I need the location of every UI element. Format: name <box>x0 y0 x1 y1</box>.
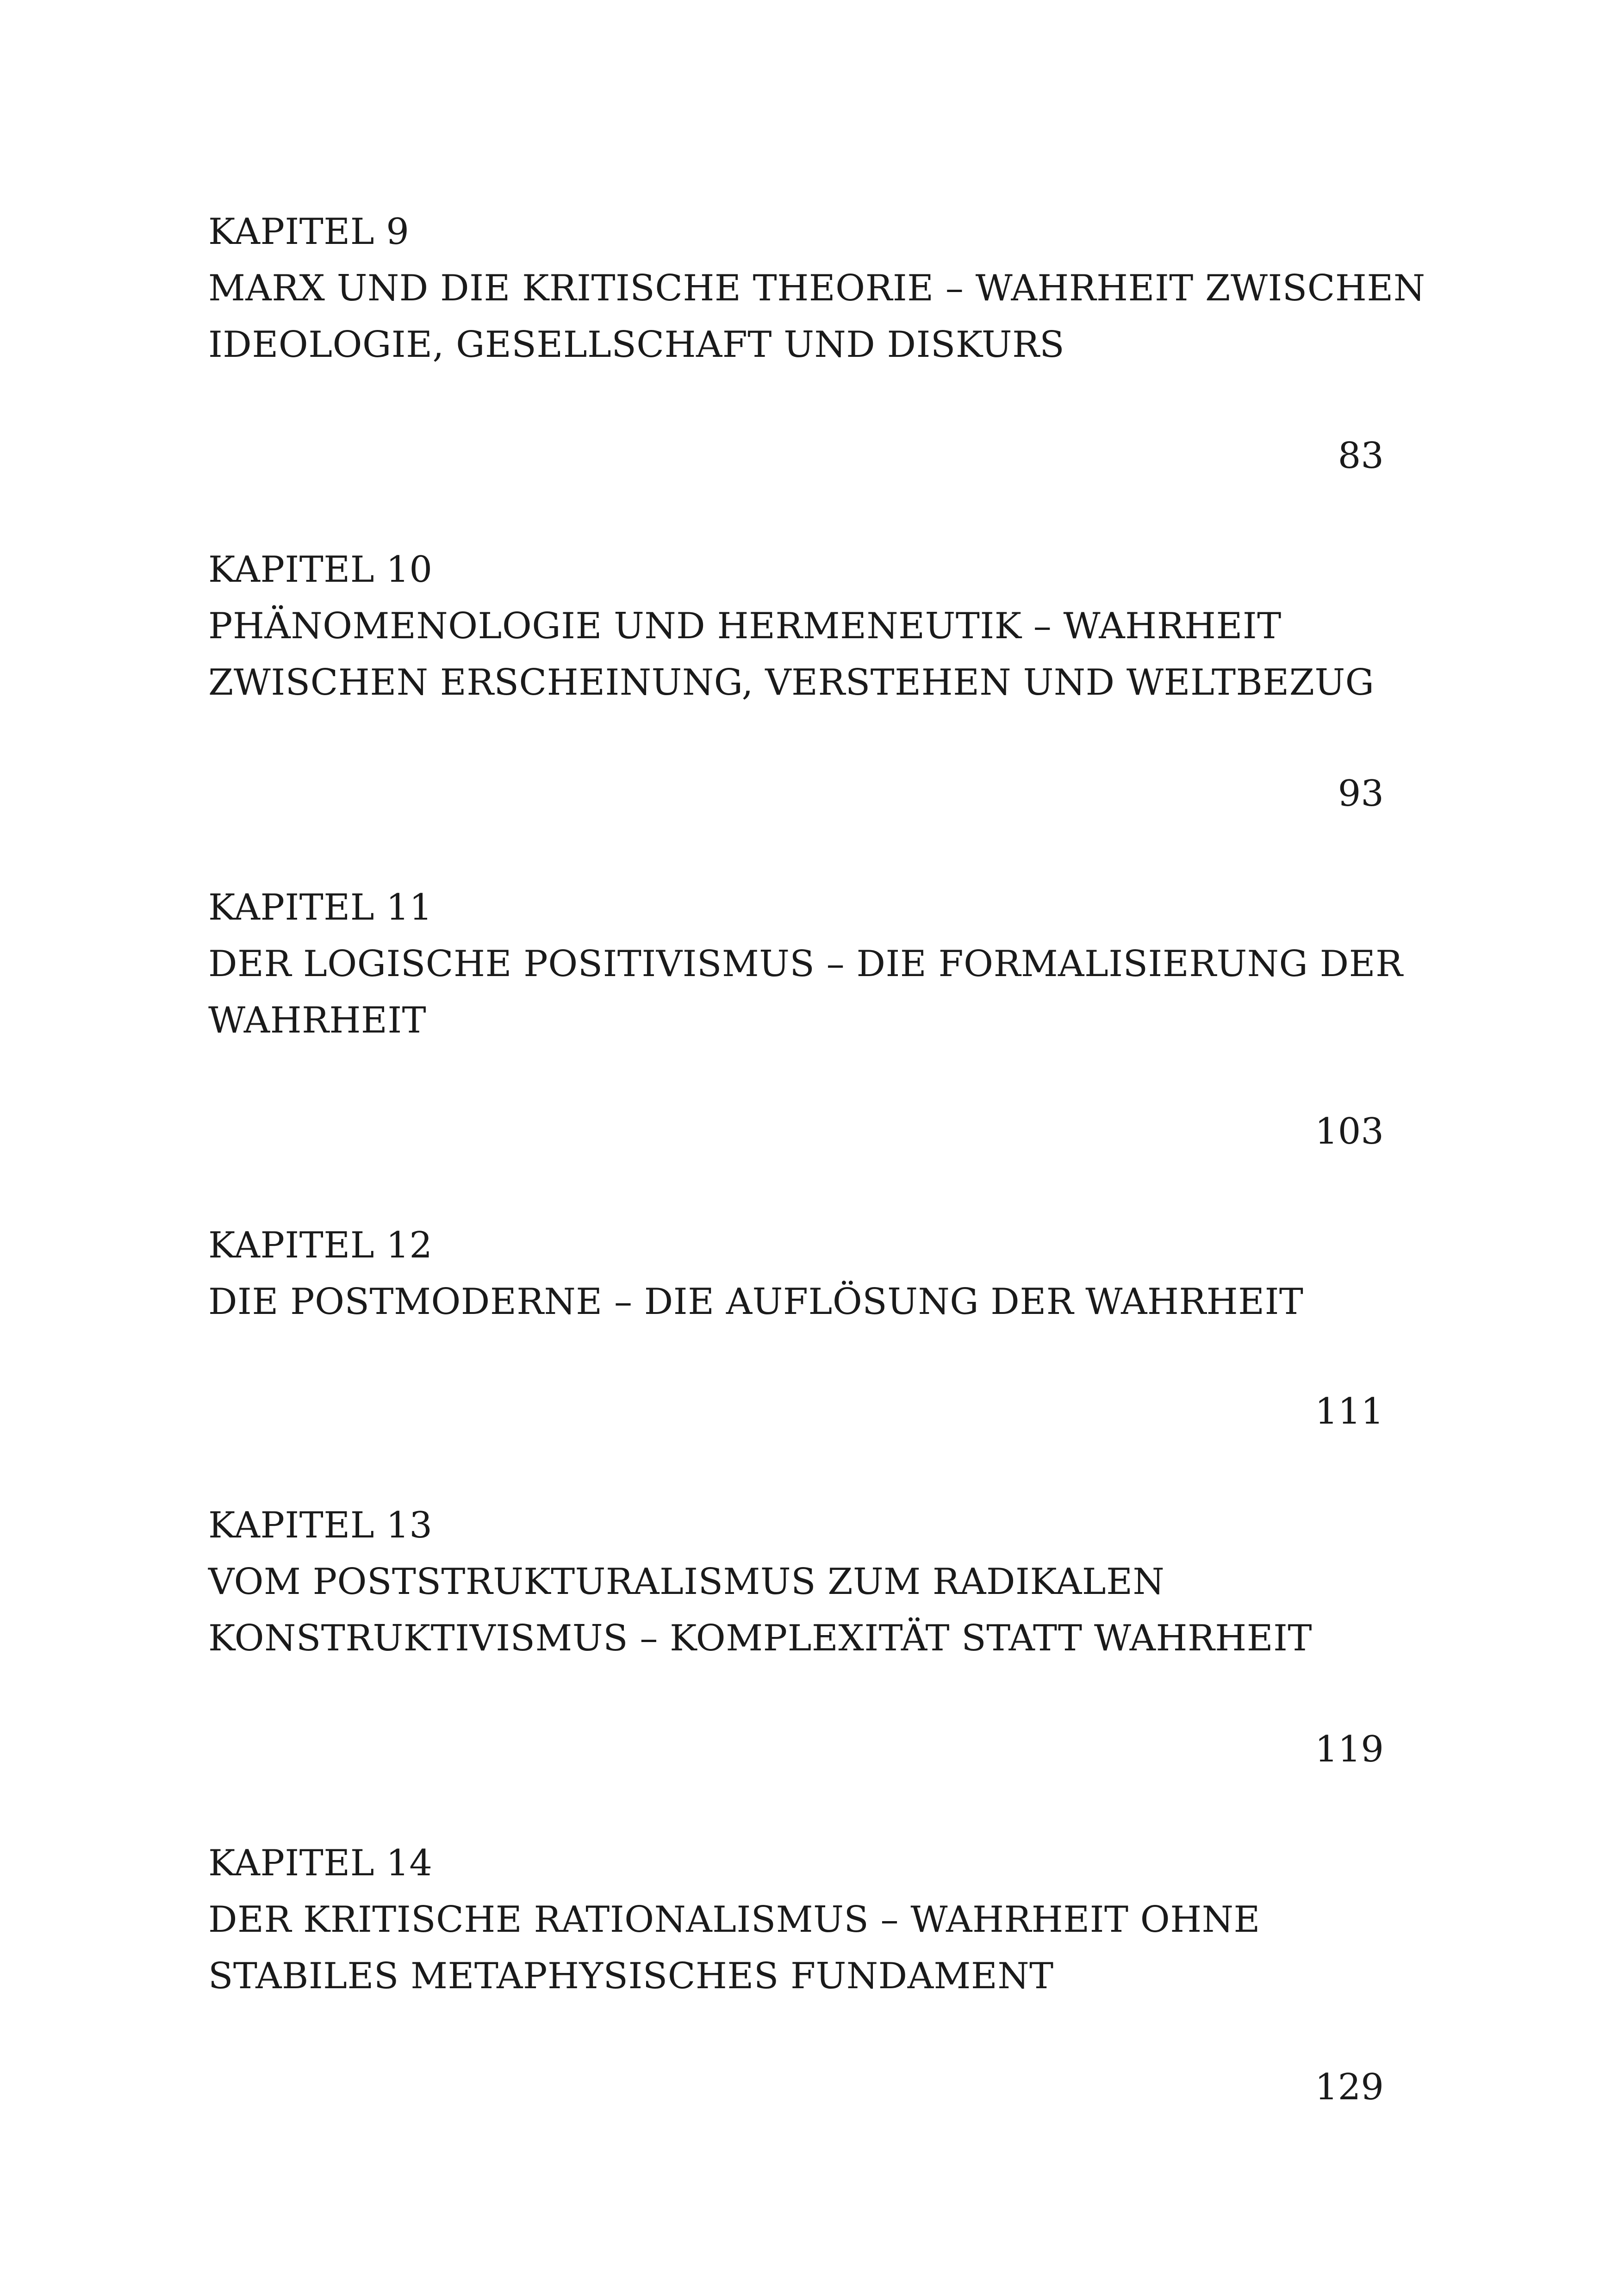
chapter-title-line: ZWISCHEN ERSCHEINUNG, VERSTEHEN UND WELTBEZUG <box>208 662 1375 703</box>
chapter-title-line: DER KRITISCHE RATIONALISMUS – WAHRHEIT OHNE <box>208 1899 1260 1941</box>
chapter-title-line: KONSTRUKTIVISMUS – KOMPLEXITÄT STATT WAHRHEIT <box>208 1618 1313 1659</box>
chapter-title-line: MARX UND DIE KRITISCHE THEORIE – WAHRHEIT ZWISCHEN <box>208 268 1425 309</box>
chapter-label: KAPITEL 11 <box>208 887 433 928</box>
page-number: 129 <box>1315 2066 1384 2108</box>
chapter-title-line: PHÄNOMENOLOGIE UND HERMENEUTIK – WAHRHEIT <box>208 605 1282 647</box>
chapter-title-line: DIE POSTMODERNE – DIE AUFLÖSUNG DER WAHRHEIT <box>208 1281 1304 1323</box>
chapter-label: KAPITEL 13 <box>208 1505 433 1546</box>
page-number: 119 <box>1315 1729 1384 1770</box>
page-number: 93 <box>1338 773 1384 815</box>
chapter-label: KAPITEL 14 <box>208 1842 433 1884</box>
page-number: 83 <box>1338 435 1384 477</box>
chapter-title-line: IDEOLOGIE, GESELLSCHAFT UND DISKURS <box>208 324 1065 366</box>
chapter-title-line: VOM POSTSTRUKTURALISMUS ZUM RADIKALEN <box>208 1561 1165 1603</box>
toc-entry-kapitel-9 <box>208 204 1425 373</box>
toc-entry-kapitel-11 <box>208 879 1403 1049</box>
chapter-title-line: WAHRHEIT <box>208 1000 427 1041</box>
chapter-label: KAPITEL 9 <box>208 211 410 253</box>
chapter-label: KAPITEL 12 <box>208 1225 433 1266</box>
chapter-label: KAPITEL 10 <box>208 549 433 591</box>
chapter-title-line: STABILES METAPHYSISCHES FUNDAMENT <box>208 1955 1054 1997</box>
toc-entry-kapitel-12 <box>208 1217 1384 1330</box>
chapter-title-line: DER LOGISCHE POSITIVISMUS – DIE FORMALISIERUNG DER <box>208 943 1403 985</box>
toc-entry-kapitel-14 <box>208 1835 1384 2004</box>
toc-entry-kapitel-13 <box>208 1497 1384 1667</box>
page-number: 111 <box>1315 1391 1384 1432</box>
page-number: 103 <box>1315 1111 1384 1152</box>
toc-entry-kapitel-10 <box>208 541 1384 711</box>
